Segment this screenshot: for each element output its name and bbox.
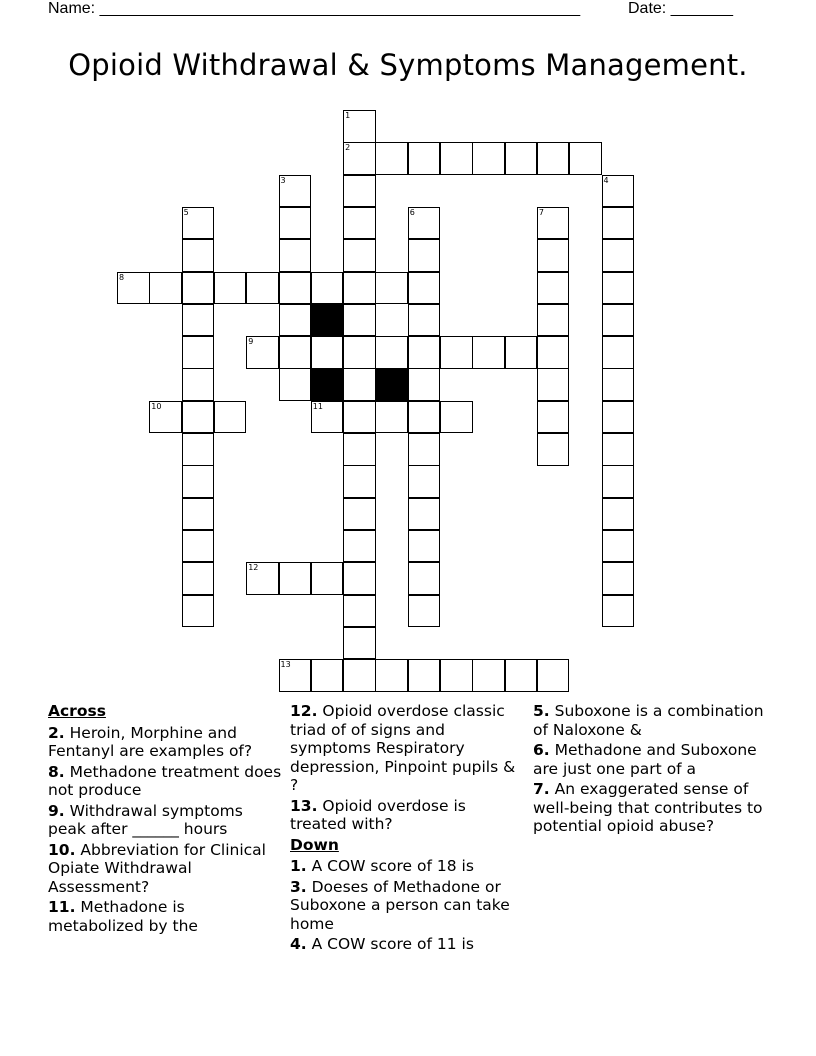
grid-cell[interactable] xyxy=(343,272,376,305)
grid-cell[interactable] xyxy=(117,272,150,305)
grid-cell[interactable] xyxy=(214,272,247,305)
date-field-label: Date: _______ xyxy=(628,0,733,17)
grid-cell[interactable] xyxy=(343,110,376,143)
grid-cell[interactable] xyxy=(311,562,344,595)
grid-cell[interactable] xyxy=(408,562,441,595)
grid-cell[interactable] xyxy=(182,498,215,531)
grid-cell[interactable] xyxy=(602,562,635,595)
grid-cell[interactable] xyxy=(602,336,635,369)
grid-cell[interactable] xyxy=(602,304,635,337)
grid-cell[interactable] xyxy=(343,207,376,240)
grid-cell[interactable] xyxy=(182,207,215,240)
grid-cell[interactable] xyxy=(408,433,441,466)
grid-cell[interactable] xyxy=(472,336,505,369)
grid-cell[interactable] xyxy=(343,304,376,337)
grid-cell[interactable] xyxy=(182,465,215,498)
grid-clue-number: 4 xyxy=(603,175,609,185)
grid-cell[interactable] xyxy=(182,530,215,563)
grid-clue-number: 10 xyxy=(151,401,162,411)
grid-cell[interactable] xyxy=(408,304,441,337)
grid-cell[interactable] xyxy=(537,368,570,401)
grid-cell[interactable] xyxy=(602,595,635,628)
clues-column-1 xyxy=(48,702,283,937)
grid-cell[interactable] xyxy=(537,272,570,305)
grid-cell[interactable] xyxy=(537,433,570,466)
grid-cell[interactable] xyxy=(182,304,215,337)
grid-cell[interactable] xyxy=(246,272,279,305)
grid-cell[interactable] xyxy=(440,401,473,434)
grid-cell[interactable] xyxy=(343,142,376,175)
grid-cell[interactable] xyxy=(408,659,441,692)
clue-across-10: 10. Abbreviation for Clinical Opiate Withdrawal Assessment? xyxy=(48,840,266,896)
clue-down-5: 5. Suboxone is a combination of Naloxone & xyxy=(533,702,764,739)
grid-cell[interactable] xyxy=(602,433,635,466)
grid-cell[interactable] xyxy=(279,175,312,208)
grid-cell[interactable] xyxy=(149,272,182,305)
grid-cell[interactable] xyxy=(343,595,376,628)
grid-cell[interactable] xyxy=(279,239,312,272)
grid-cell[interactable] xyxy=(472,659,505,692)
grid-cell[interactable] xyxy=(537,401,570,434)
grid-cell[interactable] xyxy=(375,401,408,434)
grid-cell[interactable] xyxy=(602,368,635,401)
grid-cell-shaded xyxy=(375,368,408,401)
clue-across-13: 13. Opioid overdose is treated with? xyxy=(290,796,466,833)
grid-cell[interactable] xyxy=(343,465,376,498)
grid-cell[interactable] xyxy=(408,595,441,628)
grid-cell[interactable] xyxy=(440,142,473,175)
grid-cell[interactable] xyxy=(343,401,376,434)
grid-cell[interactable] xyxy=(343,498,376,531)
grid-cell[interactable] xyxy=(214,401,247,434)
grid-clue-number: 6 xyxy=(409,207,415,217)
grid-cell[interactable] xyxy=(408,368,441,401)
grid-cell-shaded xyxy=(311,368,344,401)
grid-cell[interactable] xyxy=(602,498,635,531)
grid-cell[interactable] xyxy=(408,465,441,498)
grid-cell[interactable] xyxy=(279,562,312,595)
grid-cell[interactable] xyxy=(182,336,215,369)
grid-cell[interactable] xyxy=(408,498,441,531)
grid-cell[interactable] xyxy=(505,659,538,692)
grid-cell[interactable] xyxy=(311,401,344,434)
grid-cell[interactable] xyxy=(182,272,215,305)
grid-cell[interactable] xyxy=(408,401,441,434)
grid-clue-number: 1 xyxy=(345,111,351,120)
grid-cell[interactable] xyxy=(537,304,570,337)
grid-clue-number: 2 xyxy=(345,143,351,153)
grid-cell[interactable] xyxy=(537,207,570,240)
clue-across-11: 11. Methadone is metabolized by the xyxy=(48,898,198,935)
grid-cell[interactable] xyxy=(343,175,376,208)
grid-cell[interactable] xyxy=(375,272,408,305)
grid-cell[interactable] xyxy=(537,239,570,272)
clue-down-1: 1. A COW score of 18 is xyxy=(290,857,474,875)
grid-cell[interactable] xyxy=(182,433,215,466)
clue-down-4: 4. A COW score of 11 is xyxy=(290,935,474,953)
grid-cell[interactable] xyxy=(569,142,602,175)
grid-cell[interactable] xyxy=(182,239,215,272)
grid-cell[interactable] xyxy=(279,659,312,692)
grid-cell[interactable] xyxy=(311,336,344,369)
clue-across-8: 8. Methadone treatment does not produce xyxy=(48,762,282,799)
grid-cell[interactable] xyxy=(343,368,376,401)
grid-cell[interactable] xyxy=(408,239,441,272)
grid-clue-number: 3 xyxy=(280,175,286,185)
grid-cell[interactable] xyxy=(375,142,408,175)
grid-cell[interactable] xyxy=(408,207,441,240)
grid-cell[interactable] xyxy=(279,207,312,240)
clue-across-2: 2. Heroin, Morphine and Fentanyl are examples of? xyxy=(48,723,253,760)
grid-cell[interactable] xyxy=(602,207,635,240)
grid-cell[interactable] xyxy=(343,433,376,466)
grid-cell[interactable] xyxy=(343,239,376,272)
grid-clue-number: 5 xyxy=(183,207,189,217)
clue-across-9: 9. Withdrawal symptoms peak after ______ hours xyxy=(48,801,243,838)
grid-cell[interactable] xyxy=(408,142,441,175)
grid-cell[interactable] xyxy=(343,530,376,563)
grid-cell[interactable] xyxy=(182,401,215,434)
grid-clue-number: 9 xyxy=(248,337,254,347)
grid-cell[interactable] xyxy=(343,336,376,369)
grid-cell[interactable] xyxy=(246,562,279,595)
grid-clue-number: 8 xyxy=(119,272,125,282)
grid-cell[interactable] xyxy=(537,659,570,692)
grid-cell[interactable] xyxy=(537,142,570,175)
clue-down-3: 3. Doeses of Methadone or Suboxone a person can take home xyxy=(290,877,510,933)
grid-clue-number: 12 xyxy=(248,563,259,573)
grid-clue-number: 11 xyxy=(312,401,323,411)
grid-cell[interactable] xyxy=(408,530,441,563)
grid-cell[interactable] xyxy=(343,562,376,595)
grid-cell[interactable] xyxy=(279,304,312,337)
grid-cell[interactable] xyxy=(149,401,182,434)
name-field-label: Name: ______________________________________________________ xyxy=(48,0,581,17)
grid-cell[interactable] xyxy=(505,336,538,369)
grid-cell[interactable] xyxy=(279,336,312,369)
grid-cell[interactable] xyxy=(375,336,408,369)
grid-cell[interactable] xyxy=(472,142,505,175)
grid-cell[interactable] xyxy=(408,336,441,369)
grid-cell[interactable] xyxy=(279,272,312,305)
page-title: Opioid Withdrawal & Symptoms Management. xyxy=(68,48,748,82)
grid-cell-shaded xyxy=(311,304,344,337)
grid-cell[interactable] xyxy=(182,595,215,628)
grid-cell[interactable] xyxy=(375,659,408,692)
grid-clue-number: 13 xyxy=(280,660,291,670)
grid-cell[interactable] xyxy=(343,659,376,692)
grid-cell[interactable] xyxy=(602,465,635,498)
grid-clue-number: 7 xyxy=(538,207,544,217)
grid-cell[interactable] xyxy=(602,175,635,208)
grid-cell[interactable] xyxy=(602,401,635,434)
grid-cell[interactable] xyxy=(505,142,538,175)
clues-column-3 xyxy=(533,702,773,838)
grid-cell[interactable] xyxy=(343,627,376,660)
grid-cell[interactable] xyxy=(311,272,344,305)
clue-down-7: 7. An exaggerated sense of well-being that contributes to potential opioid abuse? xyxy=(533,780,763,835)
grid-cell[interactable] xyxy=(602,530,635,563)
clue-down-6: 6. Methadone and Suboxone are just one part of a xyxy=(533,741,757,778)
grid-cell[interactable] xyxy=(602,239,635,272)
grid-cell[interactable] xyxy=(440,659,473,692)
grid-cell[interactable] xyxy=(408,272,441,305)
grid-cell[interactable] xyxy=(246,336,279,369)
grid-cell[interactable] xyxy=(182,368,215,401)
grid-cell[interactable] xyxy=(279,368,312,401)
grid-cell[interactable] xyxy=(602,272,635,305)
clue-across-12: 12. Opioid overdose classic triad of of signs and symptoms Respiratory depression, Pinpoint pupils & ? xyxy=(290,702,516,794)
grid-cell[interactable] xyxy=(537,336,570,369)
grid-cell[interactable] xyxy=(182,562,215,595)
across-heading: Across xyxy=(48,702,106,720)
down-heading: Down xyxy=(290,835,339,854)
clues-column-2 xyxy=(290,702,526,956)
grid-cell[interactable] xyxy=(311,659,344,692)
grid-cell[interactable] xyxy=(440,336,473,369)
